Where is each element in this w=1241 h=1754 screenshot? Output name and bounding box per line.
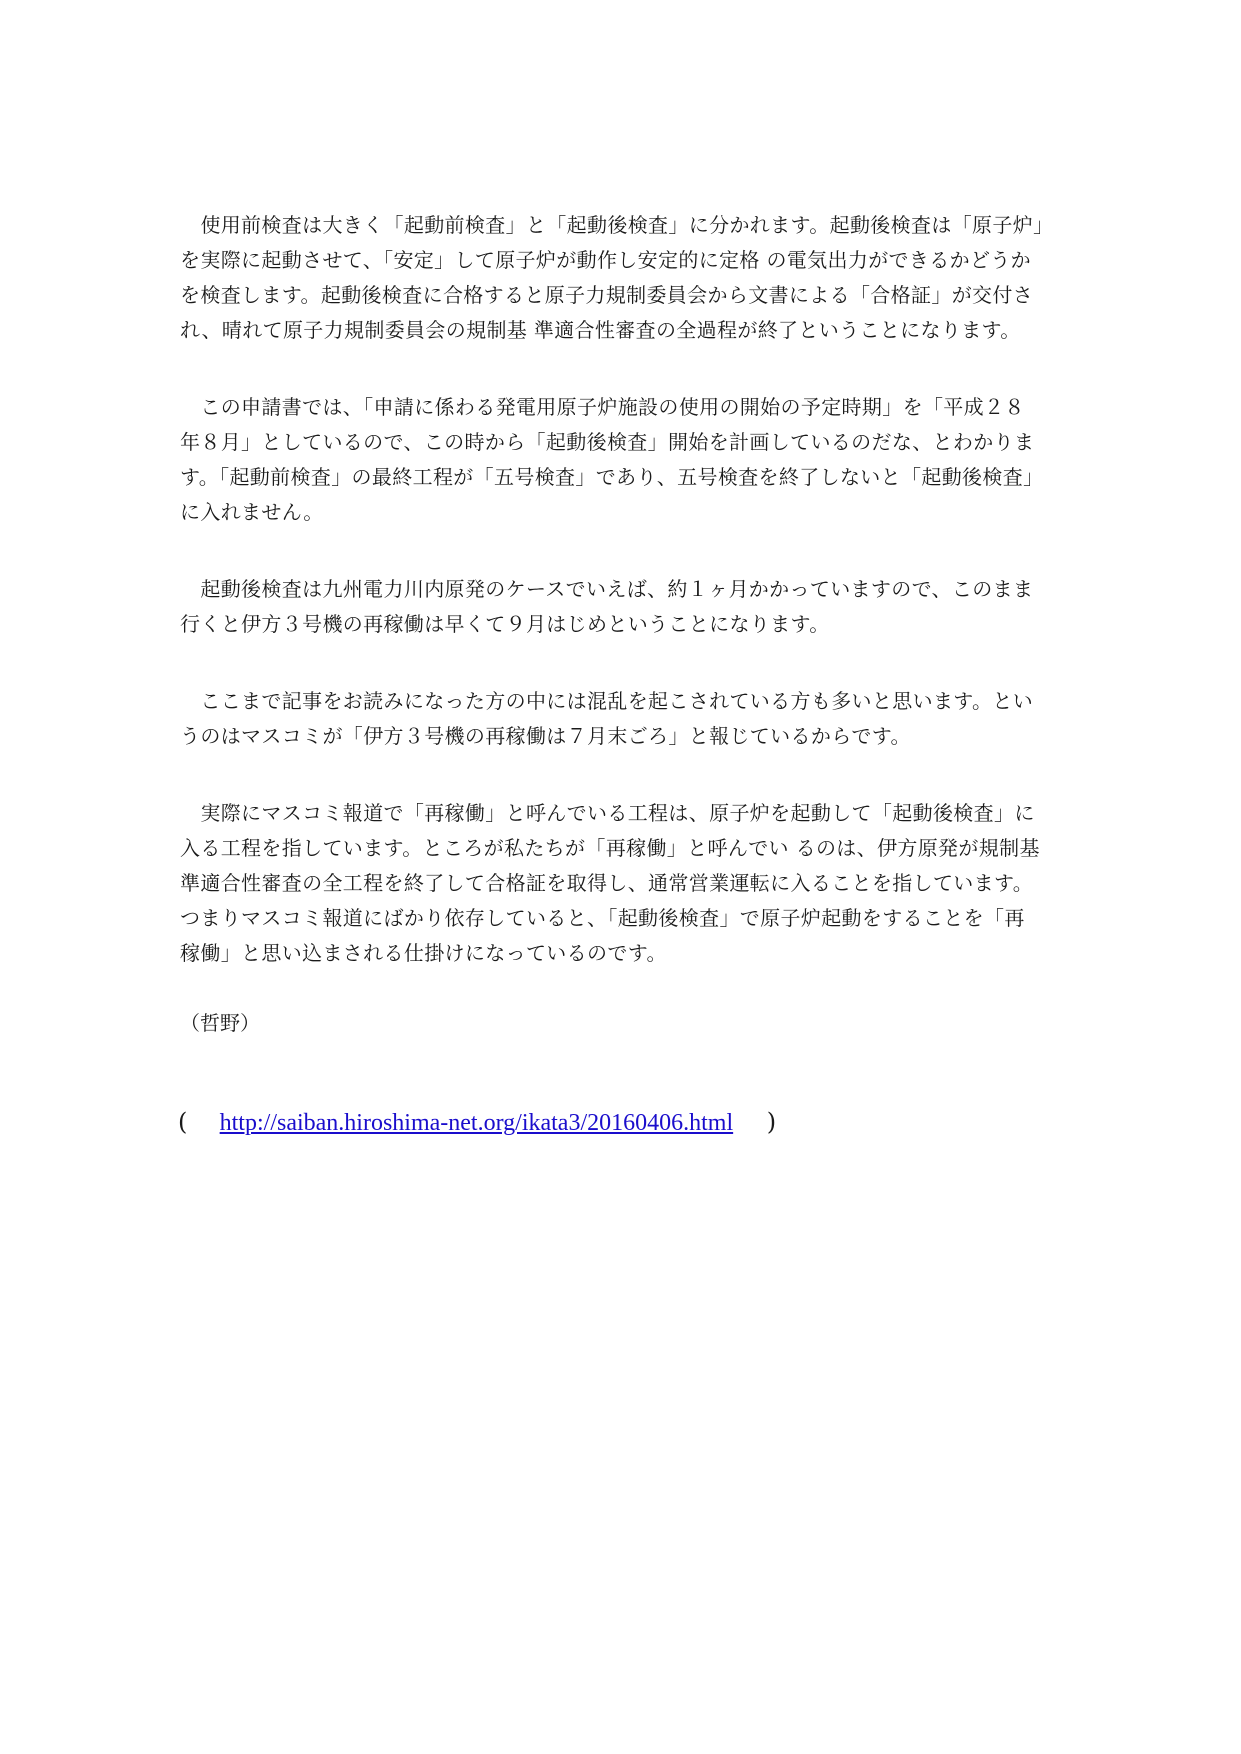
source-citation xyxy=(180,1104,1070,1140)
open-paren: ( xyxy=(178,1108,188,1136)
text-line: を検査します。起動後検査に合格すると原子力規制委員会から文書による「合格証」が交付さ xyxy=(180,283,1034,307)
source-url-link[interactable]: http://saiban.hiroshima-net.org/ikata3/20160406.html xyxy=(219,1110,734,1136)
paragraph-application-schedule xyxy=(180,390,1070,530)
text-line: に入れません。 xyxy=(180,500,324,524)
article-body xyxy=(180,208,1070,1140)
text-line: れ、晴れて原子力規制委員会の規制基 準適合性審査の全過程が終了ということになります。 xyxy=(180,318,1021,342)
text-line: 行くと伊方３号機の再稼働は早くて９月はじめということになります。 xyxy=(180,612,830,636)
text-line: うのはマスコミが「伊方３号機の再稼働は７月末ごろ」と報じているからです。 xyxy=(180,724,911,748)
paragraph-media-confusion xyxy=(180,684,1070,754)
text-line: 使用前検査は大きく「起動前検査」と「起動後検査」に分かれます。起動後検査は「原子炉」 xyxy=(180,213,1054,237)
text-line: ここまで記事をお読みになった方の中には混乱を起こされている方も多いと思います。とい xyxy=(180,689,1034,713)
paragraph-restart-definition xyxy=(180,796,1070,971)
text-line: 稼働」と思い込まされる仕掛けになっているのです。 xyxy=(180,941,667,965)
text-line: 実際にマスコミ報道で「再稼働」と呼んでいる工程は、原子炉を起動して「起動後検査」に xyxy=(180,801,1035,825)
text-line: つまりマスコミ報道にばかり依存していると、「起動後検査」で原子炉起動をすることを「再 xyxy=(180,906,1025,930)
text-line: この申請書では、「申請に係わる発電用原子炉施設の使用の開始の予定時期」を「平成２８ xyxy=(180,395,1025,419)
text-line: す。「起動前検査」の最終工程が「五号検査」であり、五号検査を終了しないと「起動後検査」 xyxy=(180,465,1044,489)
text-line: 準適合性審査の全工程を終了して合格証を取得し、通常営業運転に入ることを指しています。 xyxy=(180,871,1034,895)
text-line: を実際に起動させて、「安定」して原子炉が動作し安定的に定格 の電気出力ができるかどうか xyxy=(180,248,1032,272)
text-line: 年８月」としているので、この時から「起動後検査」開始を計画しているのだな、とわかりま xyxy=(180,430,1035,454)
paragraph-restart-timing xyxy=(180,572,1070,642)
paragraph-inspection-types xyxy=(180,208,1070,348)
author-signature: （哲野） xyxy=(180,1011,260,1035)
text-line: 入る工程を指しています。ところが私たちが「再稼働」と呼んでい るのは、伊方原発が規制基 xyxy=(180,836,1040,860)
close-paren: ) xyxy=(766,1108,777,1136)
text-line: 起動後検査は九州電力川内原発のケースでいえば、約１ヶ月かかっていますので、このまま xyxy=(180,577,1034,601)
